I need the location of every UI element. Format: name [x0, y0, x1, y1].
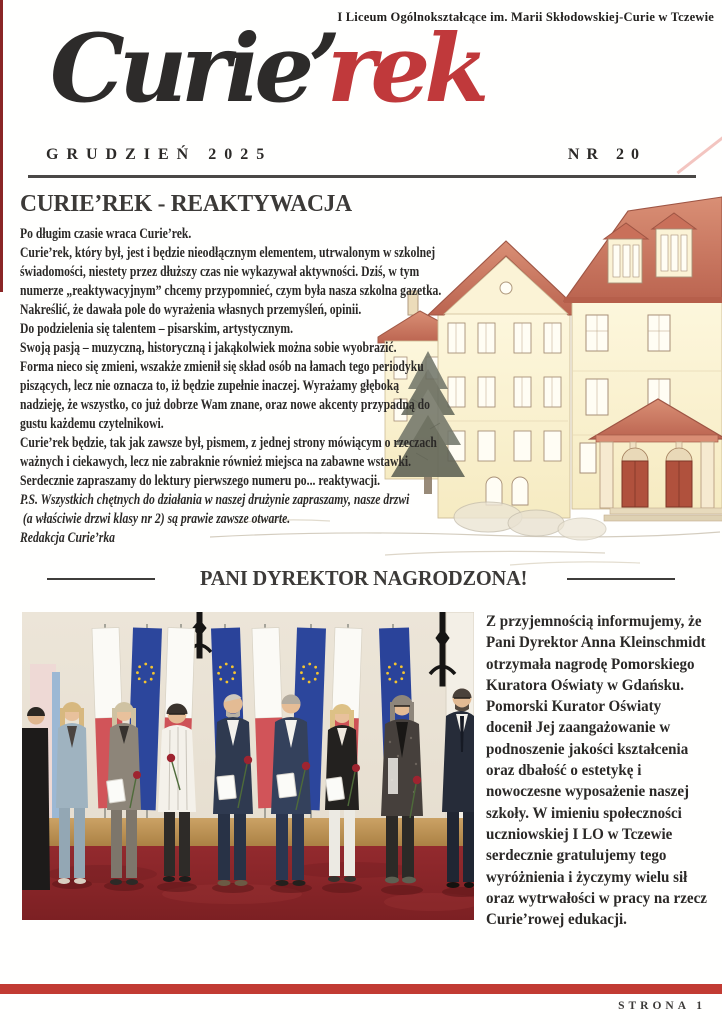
scan-edge-strip [0, 0, 3, 292]
logo-text-rek: rek [326, 14, 484, 124]
article-ps-lines [20, 491, 456, 529]
text-line: Curie’rek, który był, jest i będzie nieodłącznym elementem, utrwalonym w szkolnej [20, 245, 436, 261]
text-line: Z przyjemnością informujemy, że [486, 613, 702, 630]
text-line: oraz dbałość o estetykę i [486, 762, 642, 780]
article-title: CURIE’REK - REAKTYWACJA [20, 190, 352, 217]
text-line: Nakreślić, że dawała pole do wyrażenia własnych przemyśleń, opinii. [20, 302, 362, 318]
headline-rule-right [567, 578, 675, 580]
logo-text-curie: Curie’ [50, 14, 335, 124]
text-line: ważnych i ciekawych, lecz nie zabraknie również miejsca na zabawne wstawki. [20, 454, 412, 470]
text-line: numerze „reaktywacyjnym” chcemy przypomnieć, czym była nasza szkolna gazetka. [20, 283, 442, 299]
text-line: Curie’rowej edukacji. [486, 911, 627, 929]
award-ceremony-photo [22, 612, 474, 920]
text-line: Forma nieco się zmieni, wszakże zmienił się skład osób na łamach tego periodyku [20, 359, 424, 375]
text-line: Serdecznie zapraszamy do lektury pierwszego numeru po... reaktywacji. [20, 473, 381, 489]
issue-date: GRUDZIEŃ 2025 [46, 146, 273, 163]
text-line: Pomorski Kurator Oświaty [486, 698, 662, 716]
article-signature: Redakcja Curie’rka [20, 530, 116, 546]
text-line: świadomości, niestety przez dłuższy czas nie wykazywał aktywności. Dziś, w tym [20, 264, 420, 280]
text-line: gustu każdemu czytelnikowi. [20, 416, 164, 432]
text-line: Kuratora Oświaty w Gdańsku. [486, 676, 685, 694]
article-reactivation [20, 190, 565, 548]
text-line: serdecznie gratulujemy tego [486, 847, 667, 865]
newsletter-logo [50, 14, 484, 124]
text-line: nowoczesne wyposażenie naszej [486, 783, 690, 801]
page-number-label: STRONA 1 [618, 1000, 706, 1012]
text-line: podnoszenie jakości kształcenia [486, 740, 689, 758]
text-line: (a właściwie drzwi klasy nr 2) są prawie zawsze otwarte. [20, 511, 291, 527]
issue-number: NR 20 [567, 146, 646, 163]
person-figure [22, 707, 50, 890]
masthead-rule [28, 175, 696, 178]
article-paragraph-lines [20, 225, 456, 491]
text-line: Pani Dyrektor Anna Kleinschmidt [486, 634, 706, 652]
text-line: Po długim czasie wraca Curie’rek. [20, 226, 192, 242]
text-line: Swoją pasją – muzyczną, historyczną i jakąkolwiek można sobie wyobrazić. [20, 340, 397, 356]
text-line: nadzieję, że wszystko, co już dobrze Wam znane, oraz nowe akcenty przypadną do [20, 397, 430, 413]
article-award-body [486, 611, 722, 930]
award-headline-row [0, 566, 722, 591]
footer-red-bar [0, 984, 722, 994]
text-line: Curie’rek będzie, tak jak zawsze był, pismem, z jednej strony mówiącym o rzeczach [20, 435, 437, 451]
text-line: Do podzielenia się talentem – pisarskim, artystycznym. [20, 321, 294, 337]
headline-rule-left [47, 578, 155, 580]
text-line: oraz wytrwałości w pracy na rzecz [486, 889, 707, 907]
text-line: szkoły. W imieniu społeczności [486, 804, 682, 822]
text-line: docenił Jej zaangażowanie w [486, 719, 671, 737]
text-line: uczniowskiej I LO w Tczewie [486, 825, 673, 843]
text-line: wyróżnienia i życzymy wielu sił [486, 868, 688, 886]
text-line: P.S. Wszystkich chętnych do działania w naszej drużynie zapraszamy, nasze drzwi [20, 492, 410, 508]
article-body [20, 225, 456, 548]
scan-artifact-line [676, 129, 722, 174]
school-name: I Liceum Ogólnokształcące im. Marii Skłodowskiej-Curie w Tczewie [337, 10, 714, 24]
text-line: otrzymała nagrodę Pomorskiego [486, 655, 695, 673]
text-line: piszących, lecz nie oznacza to, iż będzie zupełnie inaczej. Wyrażamy głęboką [20, 378, 400, 394]
award-headline: PANI DYREKTOR NAGRODZONA! [200, 566, 528, 590]
